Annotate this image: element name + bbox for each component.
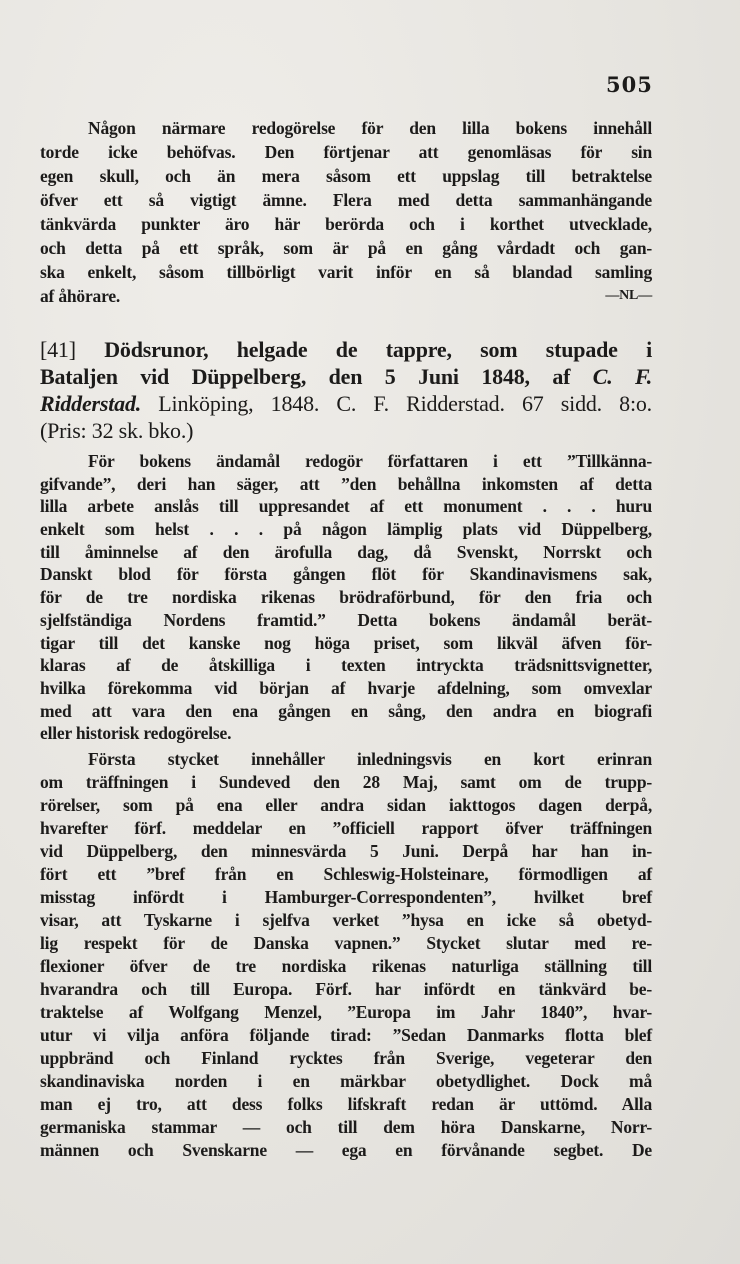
reviewer-signature: —NL— xyxy=(605,288,652,303)
line-text: klaras af de åtskilliga i texten intryckta trädsnittsvignetter, xyxy=(40,655,652,676)
line-text: För bokens ändamål redogör författaren i ett ”Tillkänna- xyxy=(88,451,652,471)
line-text: skandinaviska norden i en märkbar obetydlighet. Dock må xyxy=(40,1071,652,1091)
text-line xyxy=(40,1093,652,1116)
text-line xyxy=(40,417,652,444)
page-number: 505 xyxy=(606,72,653,97)
text-line xyxy=(40,863,652,886)
text-line xyxy=(40,363,652,390)
line-text: Första stycket innehåller inledningsvis en kort erinran xyxy=(88,749,652,769)
text-line xyxy=(40,518,652,541)
line-text: öfver ett så vigtigt ämne. Flera med detta sammanhängande xyxy=(40,190,652,210)
text-line xyxy=(40,1139,652,1162)
text-line xyxy=(40,586,652,609)
line-text: man ej tro, att dess folks lifskraft redan är uttömd. Alla xyxy=(40,1094,652,1114)
line-text: hvarefter förf. meddelar en ”officiell rapport öfver träffningen xyxy=(40,818,652,838)
text-line xyxy=(40,336,652,363)
line-text: visar, att Tyskarne i sjelfva verket ”hysa en icke så obetyd- xyxy=(40,910,652,930)
text-line xyxy=(40,212,652,236)
line-text: traktelse af Wolfgang Menzel, ”Europa im Jahr 1840”, hvar- xyxy=(40,1002,652,1022)
text-line xyxy=(40,955,652,978)
heading-segment: [41] xyxy=(40,337,105,362)
heading-segment: Ridderstad. xyxy=(40,391,142,416)
line-text: sjelfständiga Nordens framtid.” Detta bokens ändamål berät- xyxy=(40,609,652,630)
heading-segment: Bataljen vid Düppelberg, den 5 Juni 1848, af xyxy=(40,364,593,389)
line-text: med att vara den ena gången en sång, den andra en biografi xyxy=(40,700,652,721)
text-line xyxy=(40,563,652,586)
line-text: eller historisk redogörelse. xyxy=(40,723,232,744)
line-text: hvilka förekomma vid början af hvarje afdelning, som omvexlar xyxy=(40,677,652,698)
text-line xyxy=(40,1001,652,1024)
text-line xyxy=(40,932,652,955)
line-text: tigar till det kanske nog höga priset, som likväl äfven för- xyxy=(40,632,652,653)
text-line xyxy=(40,748,652,771)
text-line xyxy=(40,654,652,677)
line-text: vid Düppelberg, den minnesvärda 5 Juni. Derpå har han in- xyxy=(40,841,652,861)
line-text: fört ett ”bref från en Schleswig-Holsteinare, förmodligen af xyxy=(40,864,652,884)
text-line xyxy=(40,886,652,909)
text-line xyxy=(40,632,652,655)
line-text: lilla arbete anslås till uppresandet af ett monument . . . huru xyxy=(40,496,652,517)
text-line xyxy=(40,164,652,188)
line-text: enkelt som helst . . . på någon lämplig plats vid Düppelberg, xyxy=(40,519,652,540)
text-line xyxy=(40,260,652,284)
line-text: och detta på ett språk, som är på en gång vårdadt och gan- xyxy=(40,238,652,258)
line-text: gifvande”, deri han säger, att ”den behållna inkomsten af detta xyxy=(40,473,652,494)
paragraph-review-closing xyxy=(40,116,652,308)
text-line xyxy=(40,140,652,164)
text-line xyxy=(40,677,652,700)
text-line xyxy=(40,116,652,140)
text-line xyxy=(40,1024,652,1047)
line-text: till åminnelse af den ärofulla dag, då Svenskt, Norrskt och xyxy=(40,541,652,562)
text-line xyxy=(40,495,652,518)
line-text: Någon närmare redogörelse för den lilla bokens innehåll xyxy=(88,118,652,138)
text-line xyxy=(40,978,652,1001)
text-line xyxy=(40,188,652,212)
paragraph-contents xyxy=(40,748,652,1162)
text-line xyxy=(40,609,652,632)
text-line xyxy=(40,390,652,417)
paragraph-purpose xyxy=(40,450,652,745)
line-text: germaniska stammar — och till dem höra Danskarne, Norr- xyxy=(40,1117,652,1137)
text-line xyxy=(40,450,652,473)
text-line xyxy=(40,817,652,840)
text-line xyxy=(40,909,652,932)
line-text: hvarandra och till Europa. Förf. har infördt en tänkvärd be- xyxy=(40,979,652,999)
text-line xyxy=(40,541,652,564)
line-text: uppbränd och Finland rycktes från Sverige, vegeterar den xyxy=(40,1048,652,1068)
line-text: om träffningen i Sundeved den 28 Maj, samt om de trupp- xyxy=(40,772,652,792)
text-line xyxy=(40,1070,652,1093)
line-text: för de tre nordiska rikenas brödraförbund, för den fria och xyxy=(40,587,652,608)
line-text: rörelser, som på ena eller andra sidan iakttogos dagen derpå, xyxy=(40,795,652,815)
line-text: lig respekt för de Danska vapnen.” Stycket slutar med re- xyxy=(40,933,652,953)
line-text: Danskt blod för första gången flöt för Skandinavismens sak, xyxy=(40,564,652,585)
entry-heading xyxy=(40,336,652,444)
line-text: utur vi vilja anföra följande tirad: ”Sedan Danmarks flotta blef xyxy=(40,1025,652,1045)
heading-segment: C. F. xyxy=(592,364,652,389)
text-line xyxy=(40,1047,652,1070)
line-text: männen och Svenskarne — ega en förvånande segbet. De xyxy=(40,1140,652,1160)
heading-segment: (Pris: 32 sk. bko.) xyxy=(40,418,194,443)
line-text: tänkvärda punkter äro här berörda och i korthet utvecklade, xyxy=(40,214,652,234)
text-line xyxy=(40,722,652,745)
text-line xyxy=(40,284,652,308)
text-line xyxy=(40,236,652,260)
line-text: af åhörare. xyxy=(40,286,121,306)
text-line xyxy=(40,700,652,723)
text-line xyxy=(40,1116,652,1139)
line-text: flexioner öfver de tre nordiska rikenas naturliga ställning till xyxy=(40,956,652,976)
line-text: misstag infördt i Hamburger-Correspondenten”, hvilket bref xyxy=(40,887,652,907)
heading-segment: Dödsrunor, helgade de tappre, som stupade i xyxy=(104,337,653,362)
line-text: torde icke behöfvas. Den förtjenar att genomläsas för sin xyxy=(40,142,652,162)
text-line xyxy=(40,840,652,863)
text-line xyxy=(40,771,652,794)
text-line xyxy=(40,473,652,496)
heading-segment: Linköping, 1848. C. F. Ridderstad. 67 sidd. 8:o. xyxy=(141,391,652,416)
line-text: egen skull, och än mera såsom ett uppslag till betraktelse xyxy=(40,166,652,186)
text-line xyxy=(40,794,652,817)
line-text: ska enkelt, såsom tillbörligt varit inför en så blandad samling xyxy=(40,262,652,282)
